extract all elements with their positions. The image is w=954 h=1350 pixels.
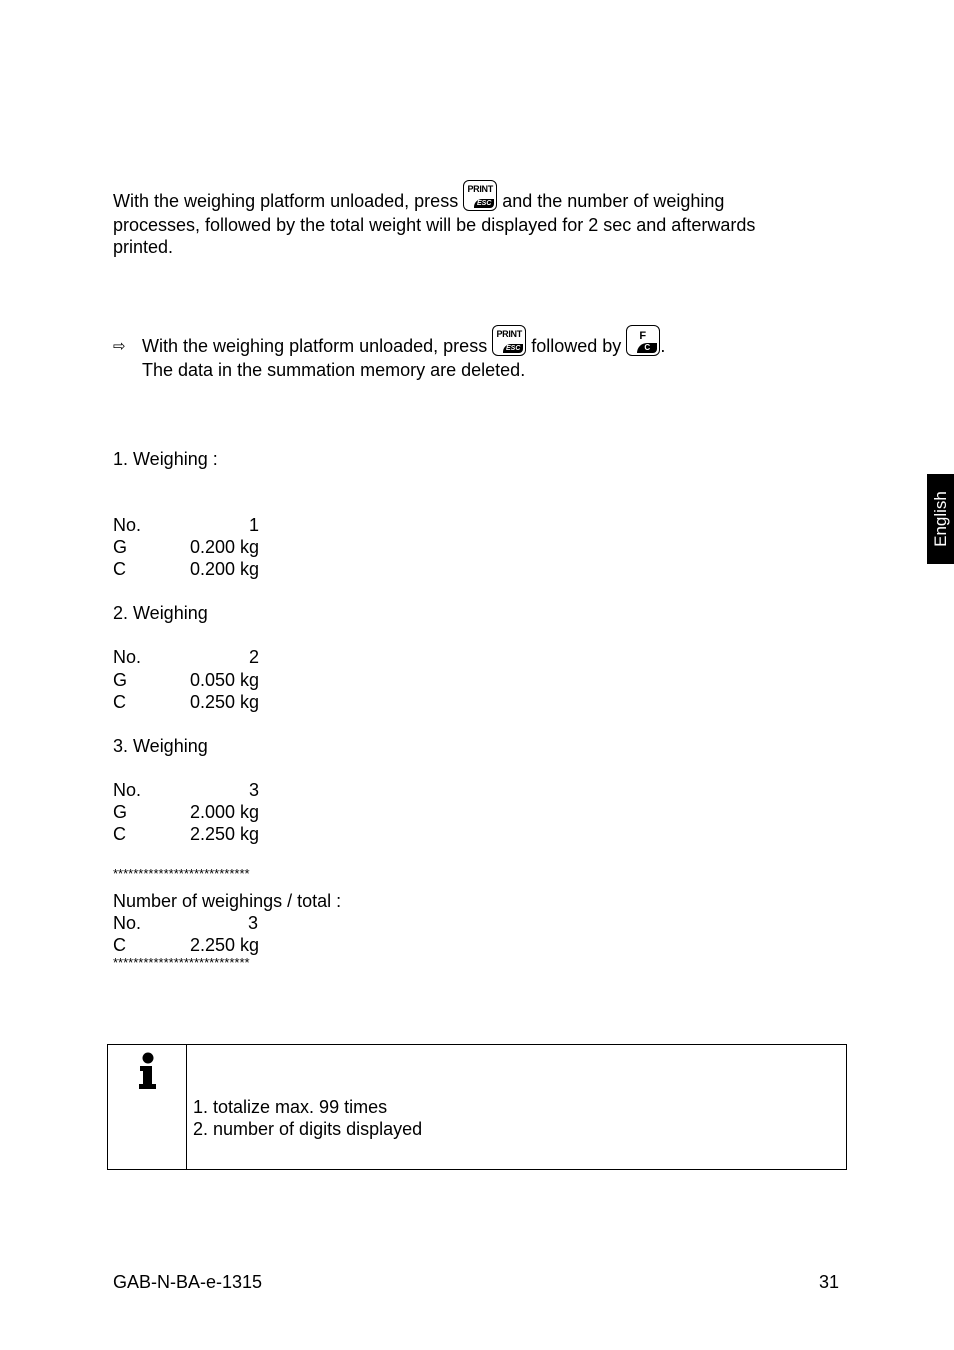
- weighing-2-c-label: C: [113, 692, 126, 712]
- weighing-2-title: 2. Weighing: [113, 603, 208, 623]
- intro-text-after-key: and the number of weighing: [502, 191, 725, 211]
- total-title: Number of weighings / total :: [113, 891, 342, 911]
- delete-text-before-key: With the weighing platform unloaded, press: [142, 336, 488, 356]
- weighing-1-c-value: 0.200 kg: [190, 559, 260, 579]
- info-icon: [134, 1051, 162, 1091]
- footer-doc-id: GAB-N-BA-e-1315: [113, 1272, 263, 1292]
- weighing-1-g-label: G: [113, 537, 128, 557]
- weighing-3-no-value: 3: [249, 780, 260, 800]
- intro-line-2: processes, followed by the total weight will be displayed for 2 sec and afterwards: [113, 215, 756, 235]
- print-key-icon: [492, 325, 526, 356]
- weighing-1-title: 1. Weighing :: [113, 449, 218, 469]
- intro-line-3: printed.: [113, 237, 174, 257]
- print-key-label: PRINT: [467, 184, 493, 194]
- f-key-label: F: [639, 330, 647, 342]
- intro-text-before-key: With the weighing platform unloaded, press: [113, 191, 459, 211]
- esc-key-label: ESC: [503, 344, 523, 353]
- total-c-label: C: [113, 935, 126, 955]
- c-key-label: C: [637, 343, 657, 353]
- note-box: [107, 1044, 847, 1170]
- print-key-icon: [463, 180, 497, 211]
- language-tab-label: English: [930, 491, 950, 547]
- note-line-2: 2. number of digits displayed: [193, 1119, 423, 1139]
- weighing-3-no-label: No.: [113, 780, 142, 800]
- total-no-value: 3: [248, 913, 259, 933]
- esc-key-label: ESC: [474, 199, 494, 208]
- footer-page-number: 31: [819, 1272, 840, 1292]
- delete-text-middle: followed by: [531, 336, 622, 356]
- weighing-1-g-value: 0.200 kg: [190, 537, 260, 557]
- total-no-label: No.: [113, 913, 142, 933]
- stars-separator-bottom: ***************************: [113, 955, 250, 970]
- weighing-1-c-label: C: [113, 559, 126, 579]
- weighing-2-g-value: 0.050 kg: [190, 670, 260, 690]
- weighing-3-c-value: 2.250 kg: [190, 824, 260, 844]
- weighing-1-no-value: 1: [249, 515, 260, 535]
- note-line-1: 1. totalize max. 99 times: [193, 1097, 388, 1117]
- weighing-3-c-label: C: [113, 824, 126, 844]
- weighing-3-g-value: 2.000 kg: [190, 802, 260, 822]
- weighing-2-no-value: 2: [249, 647, 260, 667]
- delete-step-line-2: The data in the summation memory are deleted.: [142, 360, 526, 380]
- language-tab: [927, 474, 954, 564]
- weighing-3-g-label: G: [113, 802, 128, 822]
- print-key-label: PRINT: [496, 329, 522, 339]
- weighing-2-g-label: G: [113, 670, 128, 690]
- weighing-2-c-value: 0.250 kg: [190, 692, 260, 712]
- weighing-3-title: 3. Weighing: [113, 736, 208, 756]
- arrow-icon: ⇨: [113, 338, 126, 355]
- total-c-value: 2.250 kg: [190, 935, 260, 955]
- weighing-2-no-label: No.: [113, 647, 142, 667]
- stars-separator-top: ***************************: [113, 866, 250, 881]
- f-key-icon: [626, 325, 660, 356]
- weighing-1-no-label: No.: [113, 515, 142, 535]
- delete-text-end: .: [660, 336, 666, 356]
- note-divider: [186, 1045, 187, 1169]
